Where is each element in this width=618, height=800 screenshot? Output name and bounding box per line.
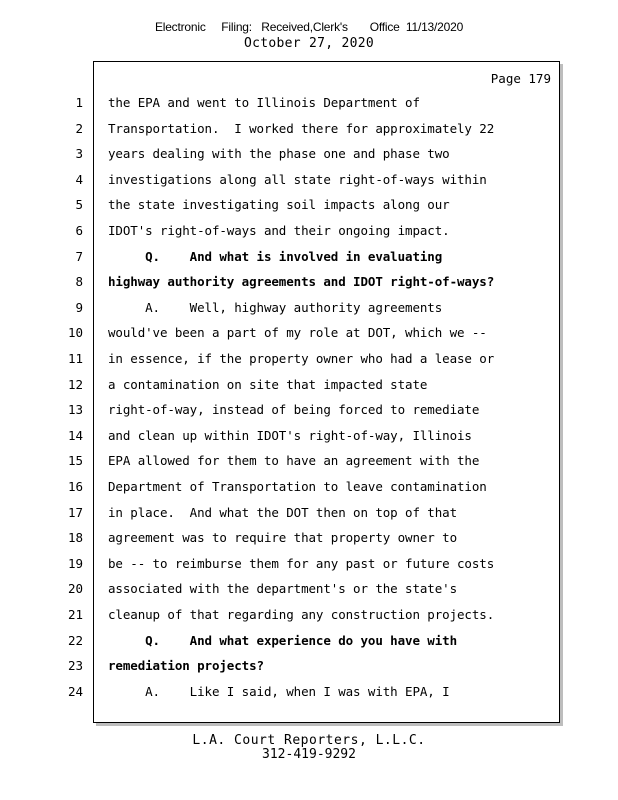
line-number: 15	[67, 453, 83, 468]
line-number: 10	[67, 325, 83, 340]
line-number: 22	[67, 633, 83, 648]
testimony-line-text: agreement was to require that property owner to	[108, 530, 458, 545]
testimony-line-text: in place. And what the DOT then on top of that	[108, 505, 458, 520]
line-number: 9	[75, 300, 83, 315]
testimony-line-text: Transportation. I worked there for approximately 22	[108, 121, 495, 136]
line-number: 16	[67, 479, 83, 494]
court-reporter-phone: 312-419-9292	[262, 747, 356, 762]
line-number: 6	[75, 223, 83, 238]
testimony-line-text: Department of Transportation to leave contamination	[108, 479, 487, 494]
line-number: 14	[67, 428, 83, 443]
line-number: 1	[75, 95, 83, 110]
question-line-text: Q. And what is involved in evaluating	[108, 249, 443, 264]
line-number: 13	[67, 402, 83, 417]
testimony-line-text: would've been a part of my role at DOT, which we --	[108, 325, 487, 340]
testimony-line-text: associated with the department's or the state's	[108, 581, 458, 596]
page-number: Page 179	[490, 71, 551, 86]
testimony-line-text: be -- to reimburse them for any past or future costs	[108, 556, 495, 571]
question-line-text: highway authority agreements and IDOT right-of-ways?	[108, 274, 495, 289]
testimony-line-text: in essence, if the property owner who had a lease or	[108, 351, 495, 366]
line-number: 17	[67, 505, 83, 520]
testimony-line-text: the EPA and went to Illinois Department of	[108, 95, 420, 110]
line-number: 23	[67, 658, 83, 673]
line-number: 20	[67, 581, 83, 596]
line-number: 3	[75, 146, 83, 161]
testimony-line-text: years dealing with the phase one and phase two	[108, 146, 450, 161]
testimony-line-text: a contamination on site that impacted state	[108, 377, 428, 392]
testimony-line-text: cleanup of that regarding any construction projects.	[108, 607, 495, 622]
filing-stamp: Electronic Filing: Received,Clerk's Office 11/13/2020	[154, 20, 464, 34]
line-number: 5	[75, 197, 83, 212]
line-number: 12	[67, 377, 83, 392]
line-number: 7	[75, 249, 83, 264]
court-reporter-name: L.A. Court Reporters, L.L.C.	[192, 733, 426, 748]
testimony-line-text: EPA allowed for them to have an agreement with the	[108, 453, 480, 468]
testimony-line-text: and clean up within IDOT's right-of-way, Illinois	[108, 428, 472, 443]
question-line-text: Q. And what experience do you have with	[108, 633, 458, 648]
line-number: 8	[75, 274, 83, 289]
testimony-line-text: IDOT's right-of-ways and their ongoing impact.	[108, 223, 450, 238]
testimony-line-text: A. Like I said, when I was with EPA, I	[108, 684, 450, 699]
testimony-line-text: the state investigating soil impacts along our	[108, 197, 450, 212]
question-line-text: remediation projects?	[108, 658, 264, 673]
line-number: 21	[67, 607, 83, 622]
testimony-line-text: A. Well, highway authority agreements	[108, 300, 443, 315]
testimony-line-text: right-of-way, instead of being forced to remediate	[108, 402, 480, 417]
testimony-line-text: investigations along all state right-of-ways within	[108, 172, 487, 187]
line-number: 4	[75, 172, 83, 187]
line-number: 19	[67, 556, 83, 571]
line-number: 2	[75, 121, 83, 136]
line-number: 24	[67, 684, 83, 699]
transcript-date: October 27, 2020	[243, 36, 375, 51]
line-number: 18	[67, 530, 83, 545]
line-number: 11	[67, 351, 83, 366]
